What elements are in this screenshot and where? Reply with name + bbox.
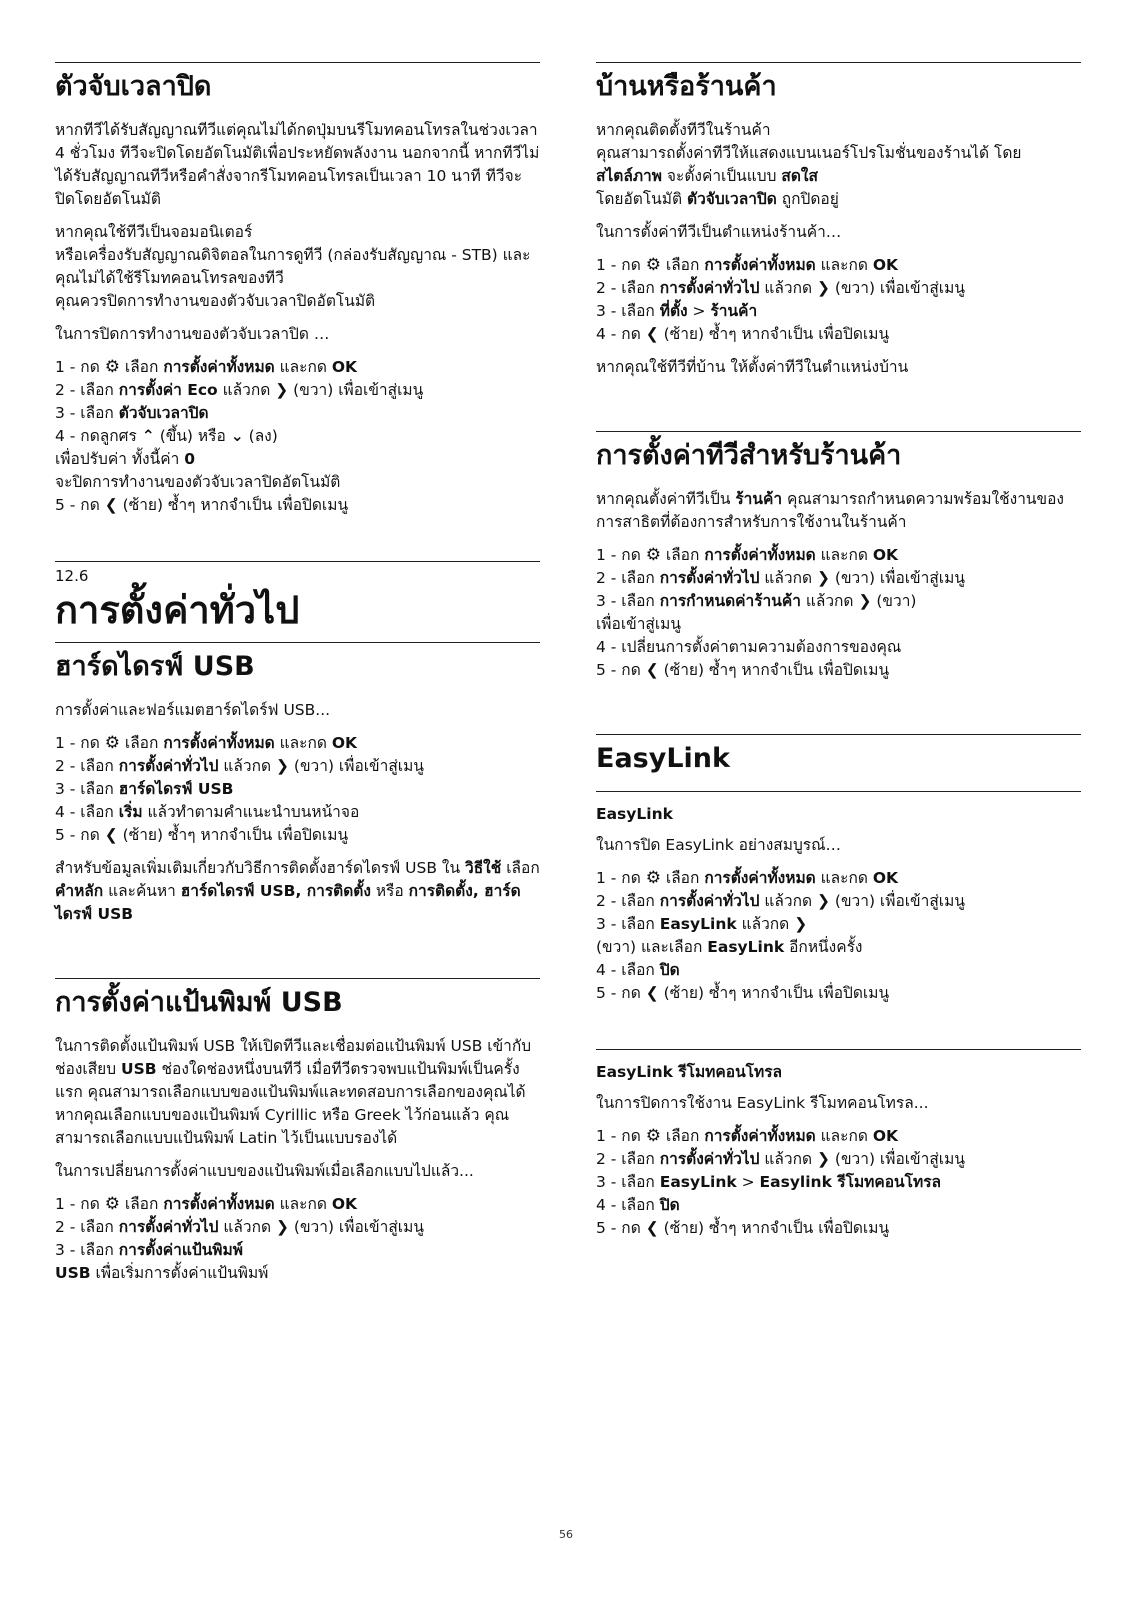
paragraph: หากทีวีได้รับสัญญาณทีวีแต่คุณไม่ได้กดปุ่มบนรีโมทคอนโทรลในช่วงเวลา 4 ชั่วโมง ทีวีจะปิดโดยอัตโนมัติเพื่อประหยัดพลังงาน นอกจากนี้ หากทีวีไม่ได้รับสัญญาณทีวีหรือคำสั่งจากรีโมทคอนโทรลเป็นเวลา 10 นาที ทีวีจะปิดโดยอัตโนมัติ [55,121,540,208]
text: 3 - เลือก [596,302,655,320]
text: โดยอัตโนมัติ [596,190,683,208]
step-5 [55,494,540,517]
text: (ซ้าย) ซ้ำๆ หากจำเป็น เพื่อปิดเมนู [663,984,890,1002]
menu-term: EasyLink [659,915,737,933]
page-number: 56 [559,1528,573,1541]
value-term: 0 [184,450,196,468]
text: 4 - เลือก [596,961,655,979]
text: เลือก [665,256,700,274]
subsection-heading: EasyLink รีโมทคอนโทรล [596,1063,783,1081]
text: 1 - กด [55,734,100,752]
section-usb-hdd [55,642,540,926]
text: 5 - กด [596,1219,641,1237]
text: ถูกปิดอยู่ [781,190,839,208]
step-1 [596,867,1081,890]
menu-term: ที่ตั้ง [659,302,688,320]
section-home-or-shop [596,62,1081,379]
text: และกด [820,256,868,274]
text: แล้วทำตามคำแนะนำบนหน้าจอ [147,803,360,821]
menu-term: คำหลัก [55,882,104,900]
menu-term: การตั้งค่าทั้งหมด [163,734,275,752]
text: เลือก [124,734,159,752]
text: (ขวา) เพื่อเข้าสู่เมนู [834,279,965,297]
subsection-divider [596,1049,1081,1050]
chevron-up-icon: ⌃ [141,427,155,445]
step-2 [596,1148,1081,1171]
text: 4 - กด [596,325,641,343]
text: และกด [820,546,868,564]
text: 2 - เลือก [55,757,114,775]
menu-term: Easylink รีโมทคอนโทรล [759,1173,942,1191]
step-3 [596,1171,1081,1194]
section-heading: การตั้งค่าแป้นพิมพ์ USB [55,987,343,1018]
step-2 [596,277,1081,300]
menu-term: EasyLink [707,938,785,956]
text: เลือก [665,546,700,564]
chevron-left-icon: ❮ [104,496,118,514]
section-shop-setup [596,431,1081,682]
step-5 [55,824,540,847]
text: และกด [279,734,327,752]
step-5 [596,982,1081,1005]
text: และกด [820,1127,868,1145]
text: 2 - เลือก [596,892,655,910]
menu-term: ปิด [659,961,680,979]
text: 2 - เลือก [596,1150,655,1168]
chevron-right-icon: ❯ [816,892,830,910]
text: หากคุณตั้งค่าทีวีเป็น [596,490,731,508]
text: และกด [279,1195,327,1213]
step-3 [596,300,1081,323]
step-list [596,1125,1081,1240]
paragraph: การตั้งค่าและฟอร์แมตฮาร์ดไดร์ฟ USB... [55,701,331,719]
section-heading: การตั้งค่าทีวีสำหรับร้านค้า [596,440,902,471]
chevron-right-icon: ❯ [275,757,289,775]
key-term: OK [872,546,899,564]
key-term: OK [331,1195,358,1213]
step-1 [596,544,1081,567]
text: จะตั้งค่าเป็นแบบ [666,167,777,185]
text: แล้วกด [764,1150,813,1168]
paragraph [596,119,1081,211]
text: แล้วกด [764,892,813,910]
text: หรือเครื่องรับสัญญาณดิจิตอลในการดูทีวี (กล่องรับสัญญาณ - STB) และคุณไม่ได้ใช้รีโมทคอนโทรลของทีวี [55,246,531,287]
chevron-left-icon: ❮ [645,661,659,679]
chapter-general-settings [55,561,540,634]
text: (ขวา) [876,592,917,610]
text: คุณควรปิดการทำงานของตัวจับเวลาปิดอัตโนมัติ [55,292,376,310]
text: 1 - กด [55,358,100,376]
menu-term: การตั้งค่าทั้งหมด [704,869,816,887]
menu-term: ปิด [659,1196,680,1214]
menu-term: การตั้งค่าทั้งหมด [704,256,816,274]
text: (ขวา) เพื่อเข้าสู่เมนู [834,569,965,587]
step-1 [596,254,1081,277]
chevron-down-icon: ⌄ [230,427,244,445]
menu-term: วิธีใช้ [465,859,502,877]
step-list [596,544,1081,682]
step-3 [596,913,1081,959]
text: 2 - เลือก [596,279,655,297]
text: และกด [279,358,327,376]
gear-icon: ⚙ [104,733,120,753]
text: 3 - เลือก [596,592,655,610]
step-1 [596,1125,1081,1148]
text: 1 - กด [596,256,641,274]
section-divider [596,734,1081,735]
section-divider [596,431,1081,432]
text: 3 - เลือก [55,1241,114,1259]
step-list [596,254,1081,346]
menu-term: ร้านค้า [710,302,758,320]
chevron-right-icon: ❯ [816,569,830,587]
menu-term: USB [121,1060,157,1078]
text: (ลง) [248,427,278,445]
step-2 [596,567,1081,590]
text: (ซ้าย) ซ้ำๆ หากจำเป็น เพื่อปิดเมนู [663,661,890,679]
step-3 [596,590,1081,636]
text: แล้วกด [764,569,813,587]
paragraph: ในการปิดการทำงานของตัวจับเวลาปิด … [55,325,330,343]
text: 3 - เลือก [596,915,655,933]
paragraph: ในการตั้งค่าทีวีเป็นตำแหน่งร้านค้า… [596,223,842,241]
step-5 [596,1217,1081,1240]
text: เลือก [124,1195,159,1213]
section-heading: บ้านหรือร้านค้า [596,71,777,102]
chevron-right-icon: ❯ [794,915,808,933]
left-column [55,62,540,1295]
text: 5 - กด [596,984,641,1002]
menu-term: สไตล์ภาพ [596,167,662,185]
paragraph [55,1035,540,1150]
menu-term: ตัวจับเวลาปิด [118,404,209,422]
chevron-left-icon: ❮ [645,984,659,1002]
paragraph [55,857,540,926]
section-divider [55,978,540,979]
text: 2 - เลือก [596,569,655,587]
text: และกด [820,869,868,887]
key-term: OK [872,869,899,887]
text: (ซ้าย) ซ้ำๆ หากจำเป็น เพื่อปิดเมนู [663,325,890,343]
menu-term: การตั้งค่าทั้งหมด [163,358,275,376]
menu-term: ฮาร์ดไดรฟ์ USB [118,780,234,798]
chevron-left-icon: ❮ [645,1219,659,1237]
text: (ซ้าย) ซ้ำๆ หากจำเป็น เพื่อปิดเมนู [122,826,349,844]
text: หากคุณติดตั้งทีวีในร้านค้า [596,121,771,139]
menu-term: การกำหนดค่าร้านค้า [659,592,801,610]
text: แล้วกด [805,592,854,610]
step-2 [55,1216,540,1239]
menu-term: ร้านค้า [735,490,783,508]
text: เพื่อปรับค่า ทั้งนี้ค่า [55,450,180,468]
subsection-divider [596,791,1081,792]
step-3 [55,1239,540,1285]
text: เพื่อเริ่มการตั้งค่าแป้นพิมพ์ [95,1264,269,1282]
right-column [596,62,1081,1250]
step-1 [55,356,540,379]
text: (ขวา) เพื่อเข้าสู่เมนู [293,381,424,399]
text: ช่องใดช่องหนึ่งบนทีวี เมื่อทีวีตรวจพบแป้นพิมพ์เป็นครั้งแรก คุณสามารถเลือกแบบของแป้นพิมพ์และทดสอบการเลือกของคุณได้ หากคุณเลือกแบบของแป้นพิมพ์ Cyrillic หรือ Greek ไว้ก่อนแล้ว คุณสามารถเลือกแบบแป้นพิมพ์ Latin ไว้เป็นแบบรองได้ [55,1060,526,1147]
section-divider [596,62,1081,63]
text: 5 - กด [55,826,100,844]
text: หากคุณใช้ทีวีเป็นจอมอนิเตอร์ [55,223,253,241]
text: 1 - กด [55,1195,100,1213]
key-term: OK [872,256,899,274]
step-4 [596,959,1081,982]
paragraph: ในการปิดการใช้งาน EasyLink รีโมทคอนโทรล... [596,1094,929,1112]
section-divider [55,642,540,643]
menu-term: การตั้งค่าทั่วไป [659,892,760,910]
text: 4 - เลือก [55,803,114,821]
text: แล้วกด [223,1218,272,1236]
subsection-heading: EasyLink [596,805,673,823]
text: (ขวา) เพื่อเข้าสู่เมนู [834,1150,965,1168]
text: 3 - เลือก [596,1173,655,1191]
paragraph: ในการปิด EasyLink อย่างสมบูรณ์… [596,836,842,854]
menu-term: การตั้งค่าทั่วไป [659,569,760,587]
chevron-right-icon: ❯ [275,1218,289,1236]
paragraph [55,221,540,313]
key-term: OK [331,734,358,752]
text: (ซ้าย) ซ้ำๆ หากจำเป็น เพื่อปิดเมนู [122,496,349,514]
text: อีกหนึ่งครั้ง [789,938,863,956]
text: 3 - เลือก [55,780,114,798]
text: 5 - กด [55,496,100,514]
gear-icon: ⚙ [645,868,661,888]
step-4: 4 - เปลี่ยนการตั้งค่าตามความต้องการของคุณ [596,638,902,656]
step-2 [55,379,540,402]
gear-icon: ⚙ [645,255,661,275]
menu-term: การตั้งค่าทั่วไป [118,757,219,775]
step-5 [596,659,1081,682]
step-3 [55,402,540,425]
text: 2 - เลือก [55,1218,114,1236]
step-3 [55,778,540,801]
text: เลือก [665,1127,700,1145]
text: (ขวา) เพื่อเข้าสู่เมนู [293,1218,424,1236]
paragraph: หากคุณใช้ทีวีที่บ้าน ให้ตั้งค่าทีวีในตำแหน่งบ้าน [596,358,909,376]
text: (ซ้าย) ซ้ำๆ หากจำเป็น เพื่อปิดเมนู [663,1219,890,1237]
section-usb-keyboard [55,978,540,1285]
section-heading: ฮาร์ดไดรฟ์ USB [55,651,255,682]
section-divider [55,62,540,63]
menu-term: การตั้งค่าแป้นพิมพ์ [118,1241,243,1259]
step-1 [55,732,540,755]
menu-term: การตั้งค่าทั้งหมด [704,1127,816,1145]
text: (ขึ้น) หรือ [159,427,226,445]
separator: > [692,302,706,320]
chevron-left-icon: ❮ [104,826,118,844]
text: ในการติดตั้งแป้นพิมพ์ USB ให้เปิดทีวีและเชื่อมต่อแป้นพิมพ์ USB เข้ากับช่องเสียบ [55,1037,532,1078]
menu-term: การตั้งค่าทั้งหมด [163,1195,275,1213]
menu-term: สดใส [781,167,818,185]
text: คุณสามารถกำหนดความพร้อมใช้งานของการสาธิตที่ต้องการสำหรับการใช้งานในร้านค้า [596,490,1065,531]
chapter-number: 12.6 [55,567,89,585]
menu-term: การตั้งค่าทั่วไป [659,1150,760,1168]
step-2 [55,755,540,778]
text: แล้วกด [764,279,813,297]
step-list [596,867,1081,1005]
section-heading: ตัวจับเวลาปิด [55,71,212,102]
chevron-left-icon: ❮ [645,325,659,343]
text: แล้วกด [222,381,271,399]
text: 4 - กดลูกศร [55,427,137,445]
text: เลือก [665,869,700,887]
step-4 [596,323,1081,346]
paragraph [596,488,1081,534]
text: 1 - กด [596,1127,641,1145]
step-4 [596,1194,1081,1217]
menu-term: ฮาร์ดไดรฟ์ USB, การติดตั้ง [180,882,371,900]
chevron-right-icon: ❯ [858,592,872,610]
menu-term: USB [55,1264,91,1282]
chevron-right-icon: ❯ [275,381,289,399]
text: เลือก [506,859,540,877]
separator: > [741,1173,755,1191]
gear-icon: ⚙ [645,1126,661,1146]
menu-term: ตัวจับเวลาปิด [687,190,777,208]
text: สำหรับข้อมูลเพิ่มเติมเกี่ยวกับวิธีการติดตั้งฮาร์ดไดรฟ์ USB ใน [55,859,461,877]
menu-term: การตั้งค่าทั่วไป [118,1218,219,1236]
gear-icon: ⚙ [104,1194,120,1214]
step-1 [55,1193,540,1216]
chevron-right-icon: ❯ [816,279,830,297]
menu-term: EasyLink [659,1173,737,1191]
gear-icon: ⚙ [104,357,120,377]
text: 3 - เลือก [55,404,114,422]
text: เพื่อเข้าสู่เมนู [596,615,681,633]
text: (ขวา) เพื่อเข้าสู่เมนู [834,892,965,910]
text: (ขวา) และเลือก [596,938,703,956]
text: 1 - กด [596,869,641,887]
text: และค้นหา [108,882,176,900]
step-list [55,732,540,847]
step-4 [55,801,540,824]
text: แล้วกด [223,757,272,775]
gear-icon: ⚙ [645,545,661,565]
step-list [55,1193,540,1285]
section-easylink [596,734,1081,1240]
section-sleep-timer [55,62,540,517]
text: 4 - เลือก [596,1196,655,1214]
text: หรือ [375,882,404,900]
text: 5 - กด [596,661,641,679]
text: เลือก [124,358,159,376]
menu-term: การตั้งค่า Eco [118,381,218,399]
text: จะปิดการทำงานของตัวจับเวลาปิดอัตโนมัติ [55,473,341,491]
text: (ขวา) เพื่อเข้าสู่เมนู [293,757,424,775]
text: 2 - เลือก [55,381,114,399]
menu-term: การตั้งค่าทั่วไป [659,279,760,297]
menu-term: การติดตั้ง, ฮาร์ดไดรฟ์ USB [55,882,521,923]
section-heading: EasyLink [596,743,730,774]
menu-term: การตั้งค่าทั้งหมด [704,546,816,564]
text: คุณสามารถตั้งค่าทีวีให้แสดงแบนเนอร์โปรโมชั่นของร้านได้ โดย [596,144,1022,162]
chapter-title: การตั้งค่าทั่วไป [55,588,300,632]
step-2 [596,890,1081,913]
key-term: OK [331,358,358,376]
step-list [55,356,540,517]
chevron-right-icon: ❯ [816,1150,830,1168]
paragraph: ในการเปลี่ยนการตั้งค่าแบบของแป้นพิมพ์เมื่อเลือกแบบไปแล้ว... [55,1162,474,1180]
key-term: OK [872,1127,899,1145]
menu-term: เริ่ม [118,803,143,821]
step-4 [55,425,540,494]
text: 1 - กด [596,546,641,564]
text: แล้วกด [741,915,790,933]
